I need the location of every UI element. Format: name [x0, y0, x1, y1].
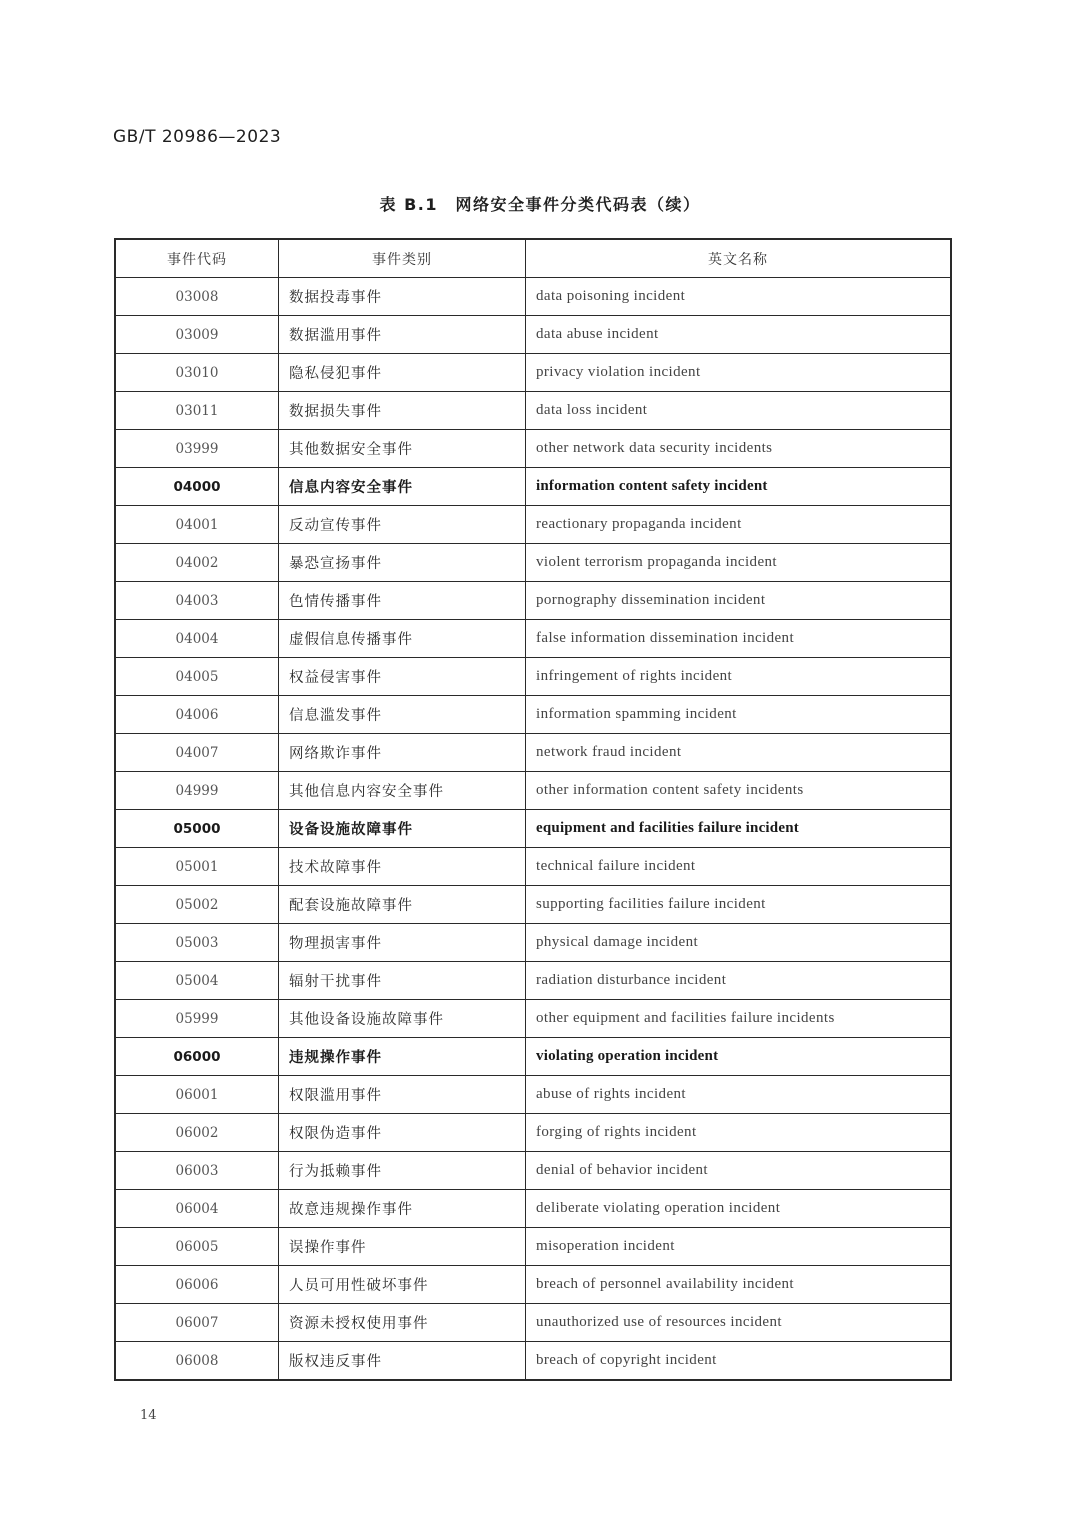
table-row: [115, 1228, 951, 1266]
event-code-cell: 05002: [115, 886, 279, 924]
page-number: 14: [140, 1408, 157, 1423]
english-name-cell: information content safety incident: [526, 468, 952, 506]
event-code-cell: 04999: [115, 772, 279, 810]
classification-table-container: [114, 238, 952, 1381]
event-category-cell: 信息滥发事件: [279, 696, 526, 734]
table-row: [115, 392, 951, 430]
event-category-cell: 辐射干扰事件: [279, 962, 526, 1000]
table-row: [115, 1114, 951, 1152]
event-category-cell: 误操作事件: [279, 1228, 526, 1266]
event-category-cell: 数据损失事件: [279, 392, 526, 430]
table-row: [115, 924, 951, 962]
event-category-cell: 技术故障事件: [279, 848, 526, 886]
english-name-cell: abuse of rights incident: [526, 1076, 952, 1114]
table-row: [115, 354, 951, 392]
event-code-cell: 04005: [115, 658, 279, 696]
event-code-cell: 03010: [115, 354, 279, 392]
event-code-cell: 06007: [115, 1304, 279, 1342]
table-row: [115, 316, 951, 354]
event-code-cell: 06000: [115, 1038, 279, 1076]
table-row: [115, 962, 951, 1000]
event-category-cell: 其他信息内容安全事件: [279, 772, 526, 810]
classification-table: [114, 238, 952, 1381]
event-code-cell: 04003: [115, 582, 279, 620]
english-name-cell: technical failure incident: [526, 848, 952, 886]
table-row: [115, 544, 951, 582]
event-code-cell: 06006: [115, 1266, 279, 1304]
event-code-cell: 03009: [115, 316, 279, 354]
event-category-cell: 设备设施故障事件: [279, 810, 526, 848]
event-category-cell: 物理损害事件: [279, 924, 526, 962]
event-code-cell: 05001: [115, 848, 279, 886]
table-row: [115, 772, 951, 810]
event-category-cell: 权限滥用事件: [279, 1076, 526, 1114]
event-category-cell: 其他设备设施故障事件: [279, 1000, 526, 1038]
event-category-cell: 配套设施故障事件: [279, 886, 526, 924]
document-id: GB/T 20986—2023: [113, 127, 282, 147]
event-category-cell: 反动宣传事件: [279, 506, 526, 544]
event-code-cell: 03011: [115, 392, 279, 430]
event-code-cell: 05999: [115, 1000, 279, 1038]
table-row: [115, 468, 951, 506]
table-row: [115, 658, 951, 696]
english-name-cell: forging of rights incident: [526, 1114, 952, 1152]
english-name-cell: network fraud incident: [526, 734, 952, 772]
table-row: [115, 430, 951, 468]
event-code-cell: 05000: [115, 810, 279, 848]
english-name-cell: false information dissemination incident: [526, 620, 952, 658]
table-title: 表 B.1 网络安全事件分类代码表（续）: [379, 195, 701, 214]
table-row: [115, 278, 951, 316]
english-name-cell: privacy violation incident: [526, 354, 952, 392]
english-name-cell: other network data security incidents: [526, 430, 952, 468]
event-code-cell: 04006: [115, 696, 279, 734]
event-category-cell: 资源未授权使用事件: [279, 1304, 526, 1342]
event-code-cell: 06001: [115, 1076, 279, 1114]
english-name-cell: data abuse incident: [526, 316, 952, 354]
table-row: [115, 582, 951, 620]
english-name-cell: unauthorized use of resources incident: [526, 1304, 952, 1342]
event-code-cell: 05003: [115, 924, 279, 962]
event-category-cell: 网络欺诈事件: [279, 734, 526, 772]
event-category-cell: 数据滥用事件: [279, 316, 526, 354]
column-header-category: 事件类别: [279, 239, 526, 278]
event-code-cell: 05004: [115, 962, 279, 1000]
table-row: [115, 1342, 951, 1381]
table-row: [115, 848, 951, 886]
english-name-cell: supporting facilities failure incident: [526, 886, 952, 924]
english-name-cell: data loss incident: [526, 392, 952, 430]
table-header-row: [115, 239, 951, 278]
english-name-cell: information spamming incident: [526, 696, 952, 734]
event-category-cell: 人员可用性破坏事件: [279, 1266, 526, 1304]
event-category-cell: 权益侵害事件: [279, 658, 526, 696]
event-category-cell: 数据投毒事件: [279, 278, 526, 316]
event-category-cell: 行为抵赖事件: [279, 1152, 526, 1190]
english-name-cell: physical damage incident: [526, 924, 952, 962]
event-category-cell: 虚假信息传播事件: [279, 620, 526, 658]
english-name-cell: reactionary propaganda incident: [526, 506, 952, 544]
english-name-cell: data poisoning incident: [526, 278, 952, 316]
event-code-cell: 04001: [115, 506, 279, 544]
english-name-cell: other equipment and facilities failure incidents: [526, 1000, 952, 1038]
table-row: [115, 1190, 951, 1228]
english-name-cell: deliberate violating operation incident: [526, 1190, 952, 1228]
english-name-cell: violent terrorism propaganda incident: [526, 544, 952, 582]
english-name-cell: infringement of rights incident: [526, 658, 952, 696]
event-category-cell: 信息内容安全事件: [279, 468, 526, 506]
event-category-cell: 其他数据安全事件: [279, 430, 526, 468]
table-row: [115, 1038, 951, 1076]
table-row: [115, 1076, 951, 1114]
english-name-cell: breach of copyright incident: [526, 1342, 952, 1381]
event-code-cell: 03008: [115, 278, 279, 316]
column-header-code: 事件代码: [115, 239, 279, 278]
english-name-cell: misoperation incident: [526, 1228, 952, 1266]
event-category-cell: 色情传播事件: [279, 582, 526, 620]
event-code-cell: 06005: [115, 1228, 279, 1266]
table-row: [115, 506, 951, 544]
event-code-cell: 04000: [115, 468, 279, 506]
event-category-cell: 隐私侵犯事件: [279, 354, 526, 392]
event-code-cell: 06008: [115, 1342, 279, 1381]
english-name-cell: equipment and facilities failure incident: [526, 810, 952, 848]
event-code-cell: 04007: [115, 734, 279, 772]
table-body: [115, 278, 951, 1381]
column-header-english: 英文名称: [526, 239, 952, 278]
event-code-cell: 06004: [115, 1190, 279, 1228]
event-category-cell: 违规操作事件: [279, 1038, 526, 1076]
event-code-cell: 03999: [115, 430, 279, 468]
english-name-cell: radiation disturbance incident: [526, 962, 952, 1000]
table-row: [115, 886, 951, 924]
event-code-cell: 06003: [115, 1152, 279, 1190]
english-name-cell: breach of personnel availability incident: [526, 1266, 952, 1304]
english-name-cell: pornography dissemination incident: [526, 582, 952, 620]
english-name-cell: violating operation incident: [526, 1038, 952, 1076]
event-category-cell: 故意违规操作事件: [279, 1190, 526, 1228]
event-code-cell: 06002: [115, 1114, 279, 1152]
english-name-cell: denial of behavior incident: [526, 1152, 952, 1190]
event-category-cell: 权限伪造事件: [279, 1114, 526, 1152]
table-row: [115, 1304, 951, 1342]
english-name-cell: other information content safety incidents: [526, 772, 952, 810]
table-row: [115, 1000, 951, 1038]
table-row: [115, 620, 951, 658]
table-row: [115, 1152, 951, 1190]
event-category-cell: 版权违反事件: [279, 1342, 526, 1381]
event-code-cell: 04002: [115, 544, 279, 582]
event-code-cell: 04004: [115, 620, 279, 658]
table-row: [115, 696, 951, 734]
table-row: [115, 810, 951, 848]
table-row: [115, 1266, 951, 1304]
event-category-cell: 暴恐宣扬事件: [279, 544, 526, 582]
table-row: [115, 734, 951, 772]
